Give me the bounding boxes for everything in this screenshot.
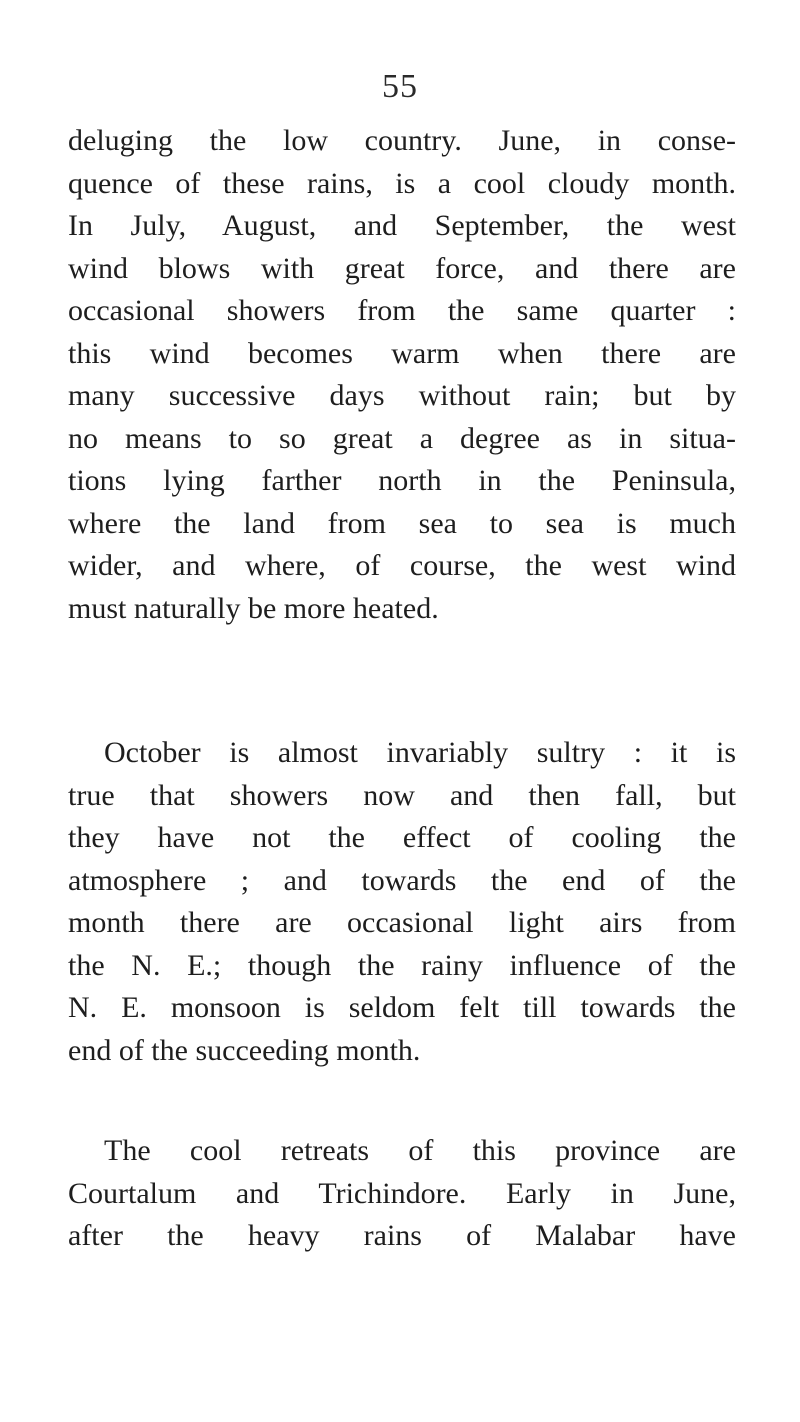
text-line: no means to so great a degree as in situa- bbox=[68, 421, 736, 455]
paragraph bbox=[68, 1130, 736, 1258]
page-number: 55 bbox=[382, 68, 418, 105]
text-line: Courtalum and Trichindore. Early in June, bbox=[68, 1176, 736, 1210]
text-line: deluging the low country. June, in conse- bbox=[68, 124, 736, 157]
paragraph bbox=[68, 120, 736, 630]
paragraph bbox=[68, 732, 736, 1072]
text-line: must naturally be more heated. bbox=[68, 591, 439, 625]
text-line: they have not the effect of cooling the bbox=[68, 821, 736, 854]
text-line: end of the succeeding month. bbox=[68, 1033, 421, 1067]
text-line: wind blows with great force, and there are bbox=[68, 251, 736, 285]
text-line: N. E. monsoon is seldom felt till towards the bbox=[68, 991, 736, 1024]
text-line: month there are occasional light airs from bbox=[68, 906, 736, 939]
text-line: October is almost invariably sultry : it is bbox=[104, 736, 736, 769]
text-line: wider, and where, of course, the west wind bbox=[68, 549, 736, 582]
text-line: after the heavy rains of Malabar have bbox=[68, 1219, 736, 1252]
text-line: the N. E.; though the rainy influence of the bbox=[68, 948, 736, 982]
text-line: In July, August, and September, the west bbox=[68, 209, 736, 242]
text-line: The cool retreats of this province are bbox=[104, 1134, 736, 1167]
text-line: atmosphere ; and towards the end of the bbox=[68, 863, 736, 897]
text-line: tions lying farther north in the Peninsula, bbox=[68, 464, 736, 497]
text-line: where the land from sea to sea is much bbox=[68, 506, 736, 540]
text-line: occasional showers from the same quarter : bbox=[68, 294, 736, 327]
text-line: quence of these rains, is a cool cloudy month. bbox=[68, 166, 736, 200]
text-line: many successive days without rain; but by bbox=[68, 379, 736, 412]
text-line: true that showers now and then fall, but bbox=[68, 778, 736, 812]
text-line: this wind becomes warm when there are bbox=[68, 336, 736, 370]
